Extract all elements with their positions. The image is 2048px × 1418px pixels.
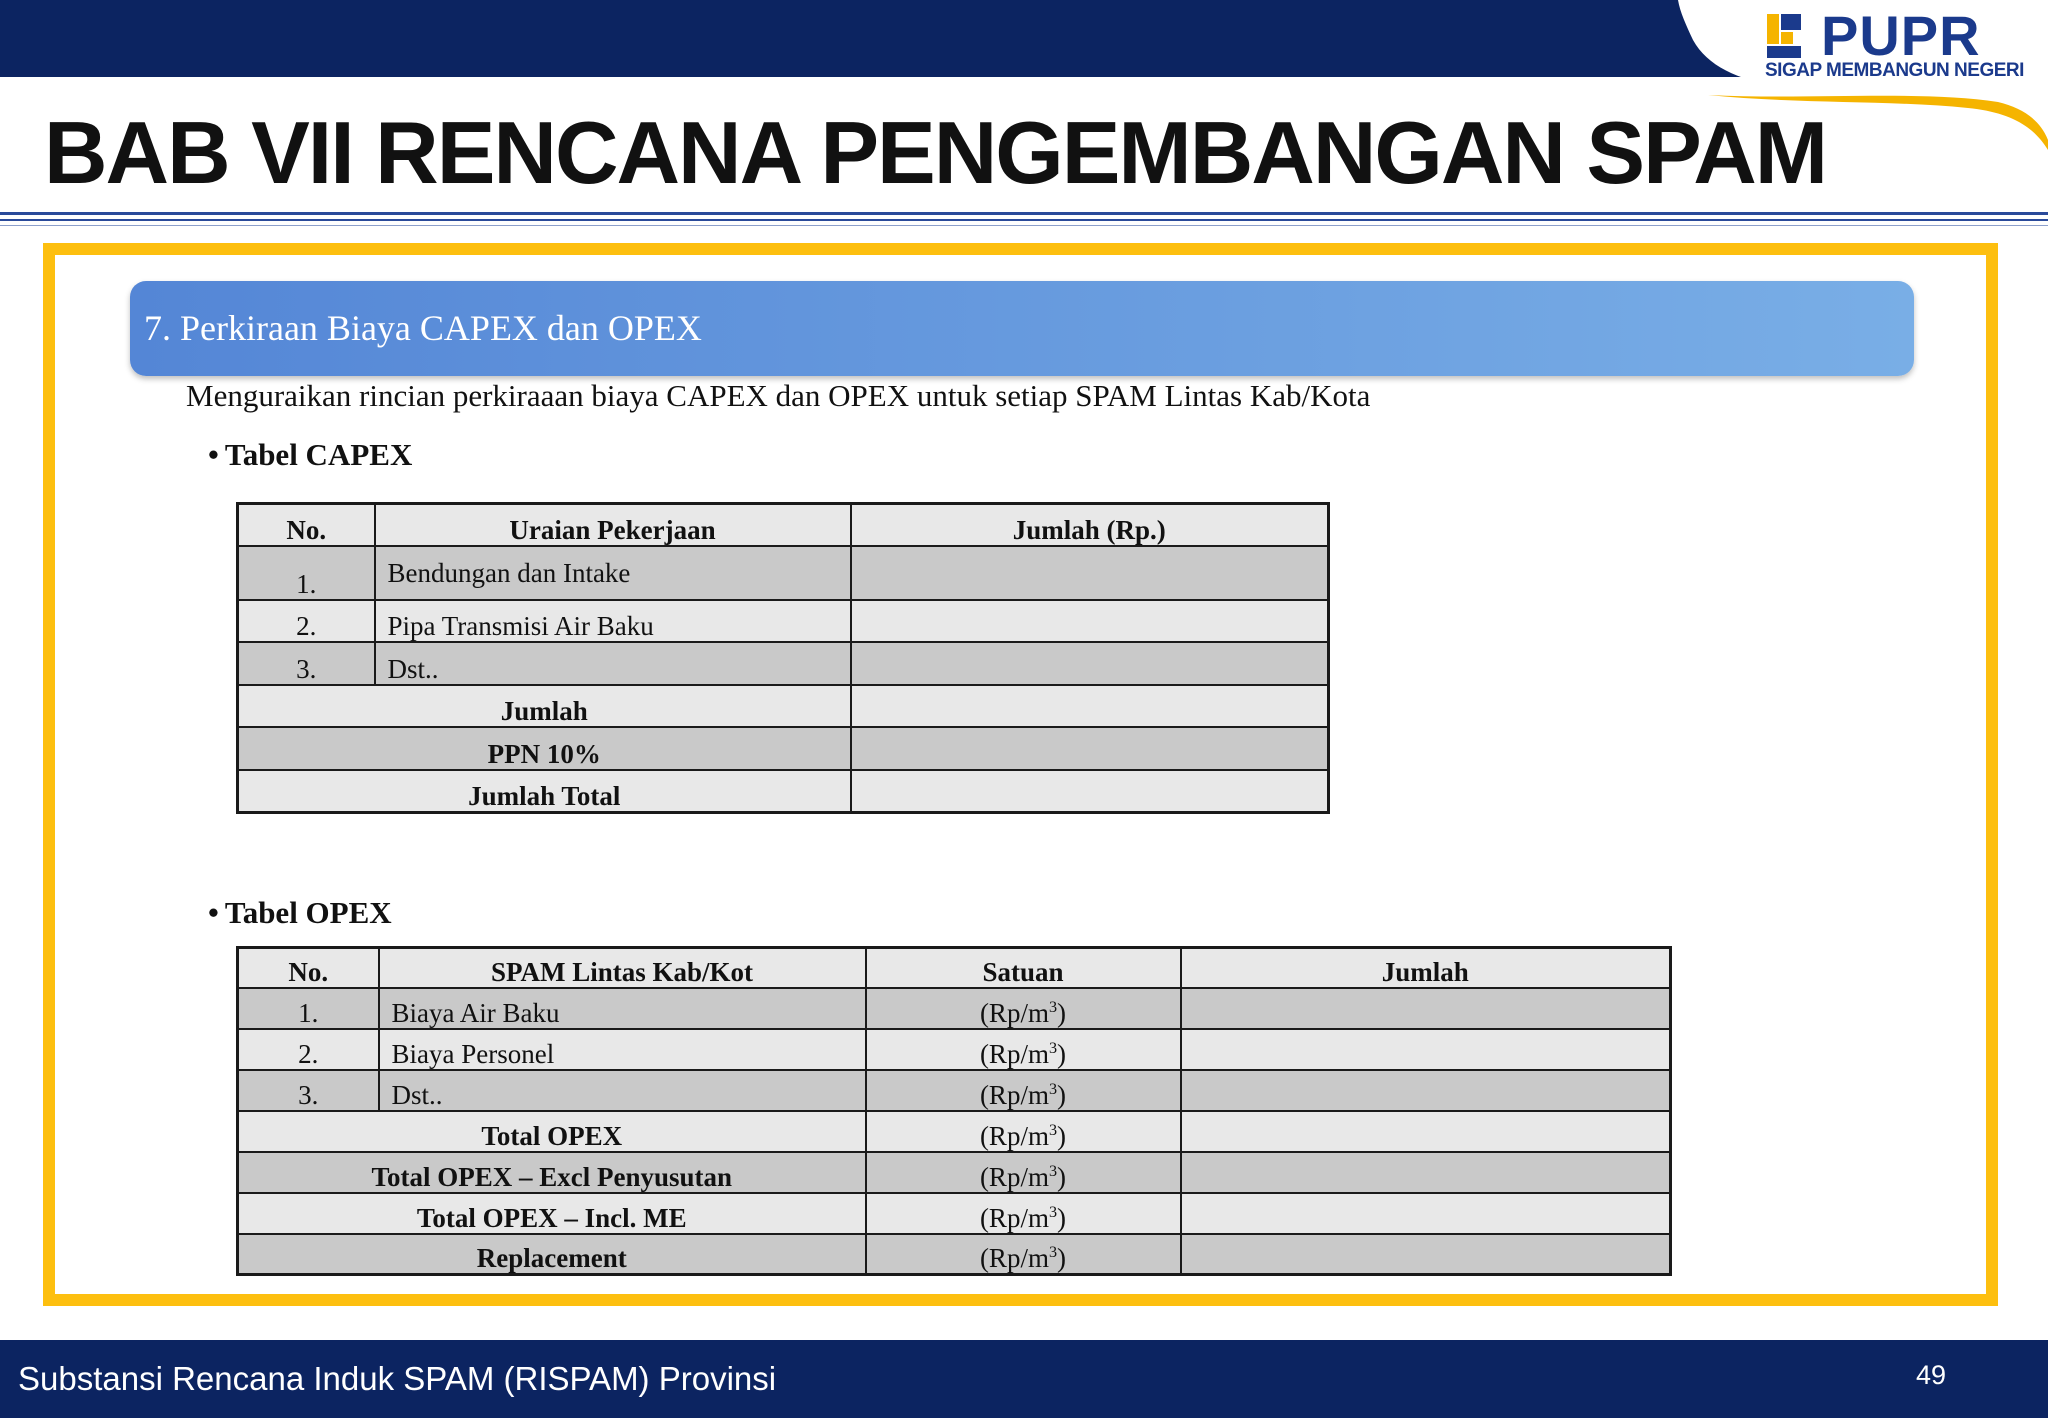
section-title: 7. Perkiraan Biaya CAPEX dan OPEX [144, 308, 702, 348]
summary-row [238, 1111, 1671, 1152]
row-number: 1. [238, 546, 375, 600]
summary-label: PPN 10% [238, 727, 851, 770]
capex-table [236, 502, 1330, 814]
row-amount [1181, 1070, 1671, 1111]
page-number: 49 [1916, 1360, 1947, 1390]
column-header: No. [238, 504, 375, 546]
opex-heading: • Tabel OPEX [208, 895, 392, 930]
page-title: BAB VII RENCANA PENGEMBANGAN SPAM [44, 103, 1827, 202]
column-header: Jumlah [1181, 948, 1671, 988]
row-number: 1. [238, 988, 379, 1029]
table-header-row [238, 504, 1329, 546]
summary-label: Total OPEX – Incl. ME [238, 1193, 866, 1234]
row-item: Pipa Transmisi Air Baku [375, 600, 851, 642]
opex-table [236, 946, 1672, 1276]
column-header: Uraian Pekerjaan [375, 504, 851, 546]
row-amount [851, 642, 1329, 685]
summary-label: Total OPEX – Excl Penyusutan [238, 1152, 866, 1193]
column-header: SPAM Lintas Kab/Kot [379, 948, 866, 988]
summary-amount [1181, 1193, 1671, 1234]
row-unit: $(Rp/m^3)$ [866, 1152, 1181, 1193]
footer-bar [0, 1340, 2048, 1418]
table-row [238, 1029, 1671, 1070]
summary-amount [851, 685, 1329, 727]
summary-amount [1181, 1152, 1671, 1193]
row-number: 3. [238, 642, 375, 685]
section-header [130, 281, 1914, 376]
bullet-icon: • [208, 437, 219, 472]
row-number: 3. [238, 1070, 379, 1111]
summary-amount [851, 727, 1329, 770]
table-row [238, 600, 1329, 642]
table-row [238, 1070, 1671, 1111]
row-item: Dst.. [379, 1070, 866, 1111]
bullet-icon: • [208, 895, 219, 930]
row-unit: $(Rp/m^3)$ [866, 1029, 1181, 1070]
row-item: Dst.. [375, 642, 851, 685]
row-unit: $(Rp/m^3)$ [866, 1070, 1181, 1111]
table-row [238, 642, 1329, 685]
header-divider [0, 225, 2048, 226]
summary-label: Replacement [238, 1234, 866, 1275]
summary-label: Total OPEX [238, 1111, 866, 1152]
summary-row [238, 685, 1329, 727]
summary-row [238, 1152, 1671, 1193]
table-row [238, 988, 1671, 1029]
summary-row [238, 1193, 1671, 1234]
capex-heading: • Tabel CAPEX [208, 437, 413, 472]
logo-wordmark: PUPR [1821, 4, 1981, 67]
pupr-emblem-icon [1767, 12, 1817, 60]
row-item: Bendungan dan Intake [375, 546, 851, 600]
row-unit: $(Rp/m^3)$ [866, 1111, 1181, 1152]
summary-label: Jumlah Total [238, 770, 851, 813]
row-unit: $(Rp/m^3)$ [866, 988, 1181, 1029]
footer-title: Substansi Rencana Induk SPAM (RISPAM) Provinsi [18, 1360, 777, 1397]
column-header: No. [238, 948, 379, 988]
row-unit: $(Rp/m^3)$ [866, 1234, 1181, 1275]
summary-row [238, 770, 1329, 813]
row-unit: $(Rp/m^3)$ [866, 1193, 1181, 1234]
summary-amount [1181, 1234, 1671, 1275]
row-item: Biaya Air Baku [379, 988, 866, 1029]
summary-row [238, 1234, 1671, 1275]
summary-row [238, 727, 1329, 770]
header-divider [0, 212, 2048, 215]
summary-amount [1181, 1111, 1671, 1152]
row-amount [851, 546, 1329, 600]
row-amount [1181, 1029, 1671, 1070]
row-amount [851, 600, 1329, 642]
logo-tagline: SIGAP MEMBANGUN NEGERI [1765, 60, 2024, 81]
column-header: Jumlah (Rp.) [851, 504, 1329, 546]
row-amount [1181, 988, 1671, 1029]
table-header-row [238, 948, 1671, 988]
summary-amount [851, 770, 1329, 813]
table-row [238, 546, 1329, 600]
row-number: 2. [238, 600, 375, 642]
column-header: Satuan [866, 948, 1181, 988]
row-number: 2. [238, 1029, 379, 1070]
row-item: Biaya Personel [379, 1029, 866, 1070]
section-intro: Menguraikan rincian perkiraaan biaya CAPEX dan OPEX untuk setiap SPAM Lintas Kab/Kota [186, 378, 1371, 413]
header-divider [0, 219, 2048, 221]
summary-label: Jumlah [238, 685, 851, 727]
